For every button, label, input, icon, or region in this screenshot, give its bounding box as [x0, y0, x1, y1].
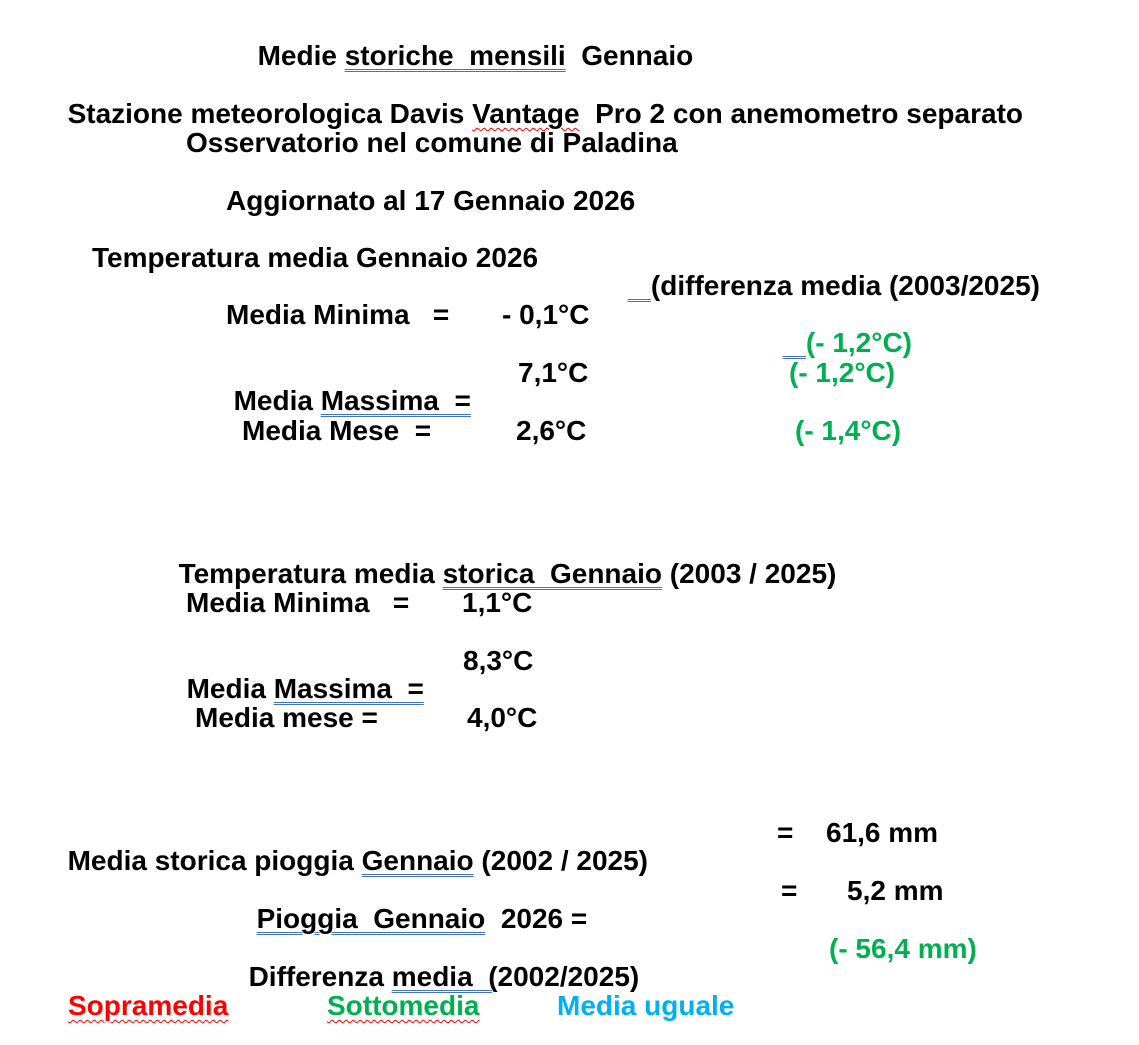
- historical-max-value: 8,3°C: [463, 645, 534, 676]
- current-min-value: - 0,1°C: [502, 299, 590, 330]
- rain-historical-equals: =: [777, 817, 794, 848]
- rain-diff-label: [233, 935, 639, 991]
- current-min-label: Media Minima =: [226, 299, 450, 330]
- current-temp-heading: Temperatura media Gennaio 2026: [92, 242, 539, 273]
- updated-line: Aggiornato al 17 Gennaio 2026: [226, 185, 636, 216]
- current-month-label: Media Mese =: [242, 415, 432, 446]
- rain-historical-label: [52, 819, 648, 875]
- rain-diff-value: (- 56,4 mm): [829, 933, 977, 964]
- legend-equal-average: Media uguale: [557, 990, 735, 1021]
- diff-heading-gap: [628, 270, 651, 301]
- rain-current-label-b: 2026 =: [485, 903, 588, 934]
- historical-min-label: Media Minima =: [186, 587, 410, 618]
- title-part-month: Gennaio: [565, 40, 694, 71]
- current-max-label-b: Massima =: [320, 385, 471, 416]
- current-max-diff: (- 1,2°C): [789, 357, 896, 388]
- current-min-diff-gap: [783, 327, 806, 358]
- current-month-value: 2,6°C: [516, 415, 587, 446]
- rain-current-equals: =: [781, 875, 798, 906]
- historical-max-label: [171, 647, 424, 703]
- rain-diff-label-a: Differenza: [248, 961, 392, 992]
- rain-historical-value: 61,6 mm: [826, 817, 939, 848]
- station-part-vantage: Vantage: [472, 98, 580, 129]
- station-line: [52, 72, 1023, 128]
- historical-heading-c: (2003 / 2025): [662, 558, 837, 589]
- rain-diff-label-b: media (: [391, 961, 498, 992]
- rain-current-label-a: Pioggia Gennaio: [256, 903, 486, 934]
- rain-current-value: 5,2 mm: [847, 875, 944, 906]
- historical-max-label-b: Massima =: [273, 673, 424, 704]
- historical-heading-b: storica Gennaio: [442, 558, 662, 589]
- rain-hist-label-c: (2002 / 2025): [473, 845, 648, 876]
- title-part-storiche-mensili: storiche mensili: [344, 40, 566, 71]
- historical-month-value: 4,0°C: [467, 702, 538, 733]
- current-max-value: 7,1°C: [518, 357, 589, 388]
- legend-below-average: Sottomedia: [327, 990, 480, 1021]
- rain-diff-label-c: 2002/2025): [497, 961, 640, 992]
- observatory-line: Osservatorio nel comune di Paladina: [186, 127, 678, 158]
- station-part-a: Stazione meteorologica Davis: [67, 98, 473, 129]
- historical-month-label: Media mese =: [195, 702, 378, 733]
- diff-heading-text: (differenza media (2003/2025): [650, 270, 1040, 301]
- legend-above-average: Sopramedia: [68, 990, 229, 1021]
- rain-hist-label-b: Gennaio: [361, 845, 474, 876]
- historical-max-label-a: Media: [186, 673, 274, 704]
- report-title: [242, 14, 693, 70]
- current-month-diff: (- 1,4°C): [795, 415, 902, 446]
- rain-current-label: [241, 877, 587, 933]
- current-min-diff-value: (- 1,2°C): [805, 327, 912, 358]
- current-min-diff: [767, 301, 912, 357]
- title-part-medie: Medie: [257, 40, 345, 71]
- historical-temp-heading: [163, 532, 836, 588]
- current-max-label: [218, 359, 471, 415]
- historical-min-value: 1,1°C: [462, 587, 533, 618]
- diff-heading: [612, 244, 1040, 300]
- station-part-c: Pro 2 con anemometro separato: [579, 98, 1023, 129]
- current-max-label-a: Media: [233, 385, 321, 416]
- rain-hist-label-a: Media storica pioggia: [67, 845, 362, 876]
- historical-heading-a: Temperatura media: [178, 558, 443, 589]
